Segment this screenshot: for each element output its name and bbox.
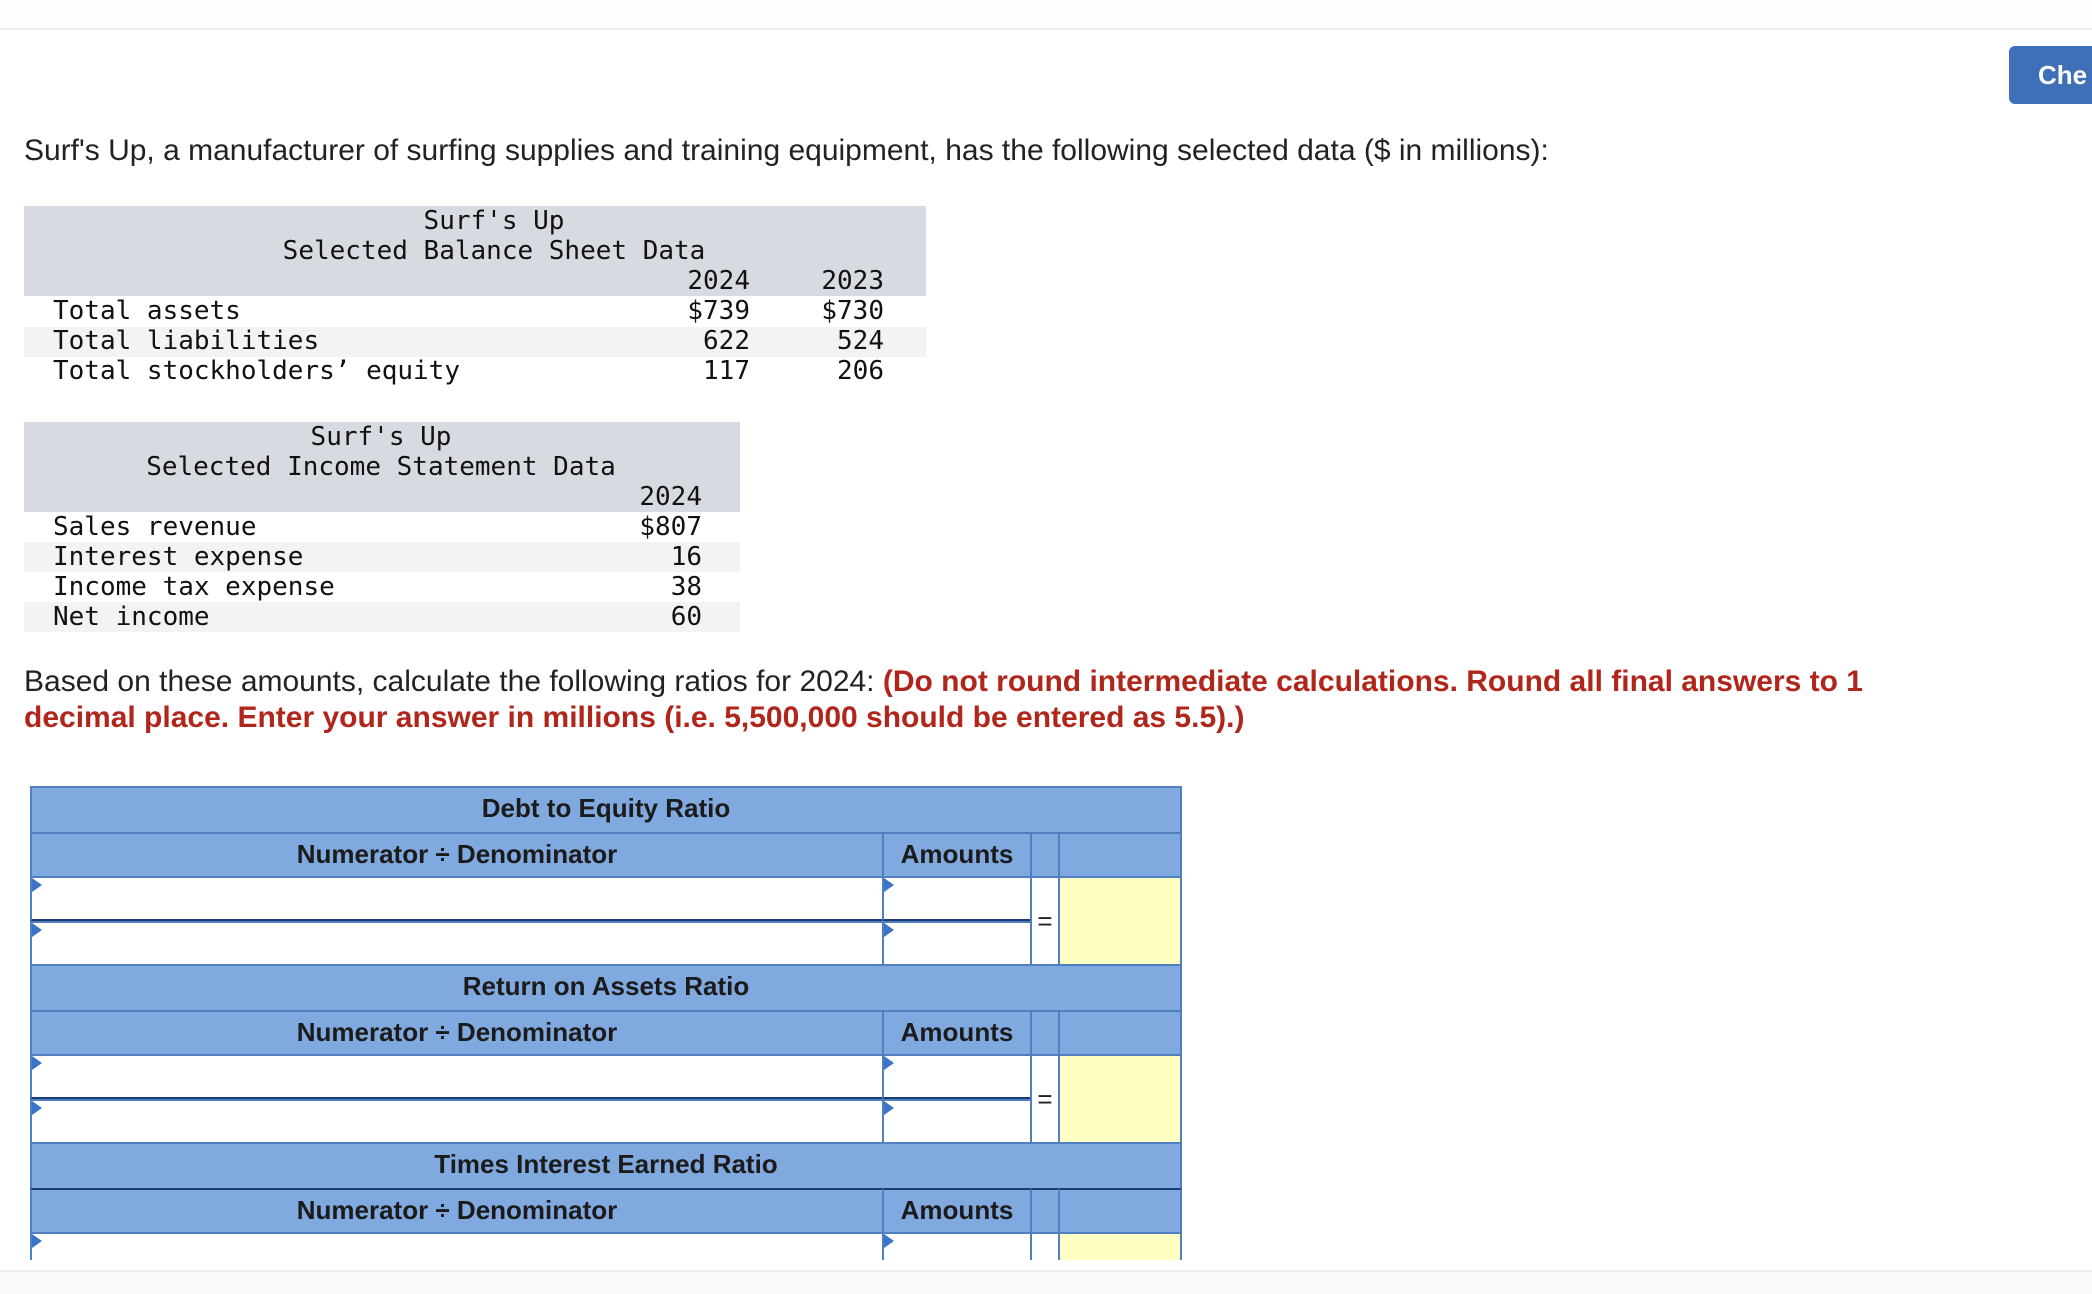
times-interest-earned-col-numerator-denominator: Numerator ÷ Denominator — [30, 1188, 884, 1234]
stockholders-equity-2023: 206 — [837, 356, 884, 386]
return-on-assets-answer-input[interactable] — [1058, 1054, 1182, 1144]
debt-to-equity-col-numerator-denominator: Numerator ÷ Denominator — [30, 832, 884, 878]
times-interest-earned-equals — [1030, 1232, 1060, 1260]
return-on-assets-equals: = — [1030, 1054, 1060, 1144]
row-label-net-income: Net income — [53, 602, 210, 632]
return-on-assets-col-numerator-denominator: Numerator ÷ Denominator — [30, 1010, 884, 1056]
dropdown-arrow-icon — [884, 1101, 894, 1115]
row-label-interest-expense: Interest expense — [53, 542, 304, 572]
times-interest-earned-title: Times Interest Earned Ratio — [30, 1142, 1182, 1190]
row-label-total-liabilities: Total liabilities — [53, 326, 320, 356]
ratio-tables — [30, 786, 1182, 1260]
debt-to-equity-answer-input[interactable] — [1058, 876, 1182, 966]
times-interest-earned-col-result — [1058, 1188, 1182, 1234]
dropdown-arrow-icon — [32, 1234, 42, 1248]
debt-to-equity-equals: = — [1030, 876, 1060, 966]
balance-sheet-title: Selected Balance Sheet Data — [282, 236, 706, 266]
dropdown-arrow-icon — [884, 878, 894, 892]
debt-to-equity-numerator-amount[interactable] — [882, 876, 1032, 922]
return-on-assets-col-spacer — [1030, 1010, 1060, 1056]
dropdown-arrow-icon — [32, 1056, 42, 1070]
balance-sheet-company: Surf's Up — [423, 206, 565, 236]
times-interest-earned-col-amounts: Amounts — [882, 1188, 1032, 1234]
return-on-assets-col-amounts: Amounts — [882, 1010, 1032, 1056]
bottom-bar — [0, 1270, 2092, 1294]
dropdown-arrow-icon — [32, 878, 42, 892]
total-liabilities-2023: 524 — [837, 326, 884, 356]
debt-to-equity-col-spacer — [1030, 832, 1060, 878]
return-on-assets-numerator-input[interactable] — [30, 1054, 884, 1100]
instructions — [24, 664, 1924, 736]
total-assets-2023: $730 — [821, 296, 884, 326]
times-interest-earned-answer-input[interactable] — [1058, 1232, 1182, 1260]
problem-intro: Surf's Up, a manufacturer of surfing supplies and training equipment, has the following selected data ($ in millions): — [24, 134, 1549, 167]
income-statement-company: Surf's Up — [310, 422, 452, 452]
times-interest-earned-numerator-amount[interactable] — [882, 1232, 1032, 1260]
times-interest-earned-col-spacer — [1030, 1188, 1060, 1234]
debt-to-equity-col-result — [1058, 832, 1182, 878]
return-on-assets-title: Return on Assets Ratio — [30, 964, 1182, 1012]
total-assets-2024: $739 — [687, 296, 750, 326]
return-on-assets-denominator-input[interactable] — [30, 1099, 884, 1144]
income-tax-expense-value: 38 — [670, 572, 702, 602]
debt-to-equity-col-amounts: Amounts — [882, 832, 1032, 878]
dropdown-arrow-icon — [884, 1234, 894, 1248]
interest-expense-value: 16 — [670, 542, 702, 572]
instructions-rounding-note: (Do not round intermediate calculations. Round all final answers to 1 decimal place. Enter your answer in millions (i.e. 5,500,000 should be entered as 5.5).) — [24, 665, 1863, 734]
debt-to-equity-numerator-input[interactable] — [30, 876, 884, 922]
row-label-sales-revenue: Sales revenue — [53, 512, 257, 542]
return-on-assets-numerator-amount[interactable] — [882, 1054, 1032, 1100]
income-statement-title: Selected Income Statement Data — [146, 452, 616, 482]
sales-revenue-value: $807 — [639, 512, 702, 542]
net-income-value: 60 — [670, 602, 702, 632]
balance-sheet-year-2023: 2023 — [821, 266, 884, 296]
debt-to-equity-denominator-input[interactable] — [30, 921, 884, 966]
return-on-assets-col-result — [1058, 1010, 1182, 1056]
instructions-text: Based on these amounts, calculate the following ratios for 2024: — [24, 665, 883, 698]
stockholders-equity-2024: 117 — [703, 356, 750, 386]
row-label-income-tax-expense: Income tax expense — [53, 572, 335, 602]
row-label-stockholders-equity: Total stockholders’ equity — [53, 356, 460, 386]
return-on-assets-denominator-amount[interactable] — [882, 1099, 1032, 1144]
dropdown-arrow-icon — [32, 923, 42, 937]
dropdown-arrow-icon — [884, 1056, 894, 1070]
balance-sheet-year-2024: 2024 — [687, 266, 750, 296]
top-bar — [0, 0, 2092, 30]
check-button[interactable]: Che — [2009, 46, 2092, 104]
total-liabilities-2024: 622 — [703, 326, 750, 356]
debt-to-equity-denominator-amount[interactable] — [882, 921, 1032, 966]
dropdown-arrow-icon — [884, 923, 894, 937]
debt-to-equity-title: Debt to Equity Ratio — [30, 786, 1182, 834]
times-interest-earned-numerator-input[interactable] — [30, 1232, 884, 1260]
income-statement-year: 2024 — [639, 482, 702, 512]
row-label-total-assets: Total assets — [53, 296, 241, 326]
dropdown-arrow-icon — [32, 1101, 42, 1115]
